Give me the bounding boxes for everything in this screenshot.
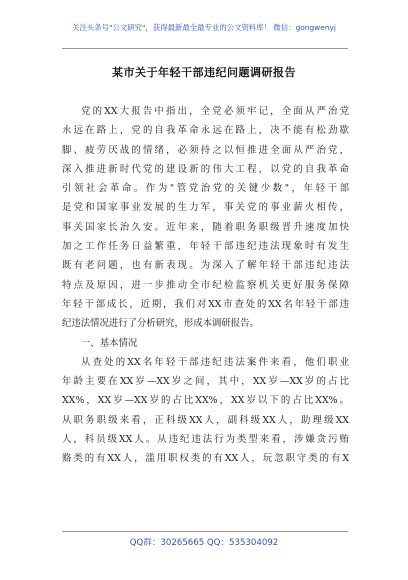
header-divider <box>62 48 348 49</box>
body-line: 是党和国家事业发展的生力军，事关党的事业薪火相传， <box>62 202 349 214</box>
header-banner: 关注头条号"公文研究"，获得最新最全最专业的公文资料库！ 微信：gongwenyj <box>72 23 336 32</box>
body-line: 永远在路上，党的自我革命永远在路上，决不能有松劲歇 <box>62 125 349 137</box>
body-line: 年龄主要在XX岁—XX岁之间，其中，XX岁—XX岁的占比 <box>62 376 349 388</box>
section-heading: 一、基本情况 <box>81 337 138 349</box>
document-title: 某市关于年轻干部违纪问题调研报告 <box>112 66 296 79</box>
body-line: 引领社会革命。作为"管党治党的关键少数"，年轻干部 <box>62 183 349 195</box>
footer-contact: QQ群：30265665 QQ：535304092 <box>129 538 279 548</box>
body-line: 纪违法情况进行了分析研究，形成本调研报告。 <box>62 318 259 330</box>
body-line: 从查处的XX名年轻干部违纪违法案件来看，他们职业 <box>81 356 349 368</box>
body-line: XX%，XX岁—XX岁的占比XX%，XX岁以下的占比XX%。 <box>62 395 349 407</box>
body-line: 脚、疲劳厌战的情绪，必须持之以恒推进全面从严治党， <box>62 144 349 156</box>
body-line: 党的XX大报告中指出，全党必须牢记，全面从严治党 <box>81 106 349 117</box>
body-line: 深入推进新时代党的建设新的伟大工程，以党的自我革命 <box>62 163 349 175</box>
body-line: 赂类的有XX人，滥用职权类的有XX人，玩忽职守类的有X <box>62 453 349 465</box>
body-line: 特点及原因，进一步推动全市纪检监察机关更好服务保障 <box>62 279 349 291</box>
body-line: 年轻干部成长，近期，我们对XX市查处的XX名年轻干部违 <box>62 298 349 310</box>
body-line: 从职务职级来看，正科级XX人，副科级XX人，助理级XX <box>62 414 349 426</box>
body-line: 事关国家长治久安。近年来，随着职务职级晋升速度加快 <box>62 221 349 233</box>
footer-divider <box>62 531 348 532</box>
body-line: 加之工作任务日益繁重，年轻干部违纪违法现象时有发生 <box>62 241 349 253</box>
body-line: 既有老问题，也有新表现。为深入了解年轻干部违纪违法 <box>62 260 349 272</box>
document-body <box>62 102 349 469</box>
body-line: 人，科员级XX人。从违纪违法行为类型来看，涉嫌贪污贿 <box>62 434 349 446</box>
